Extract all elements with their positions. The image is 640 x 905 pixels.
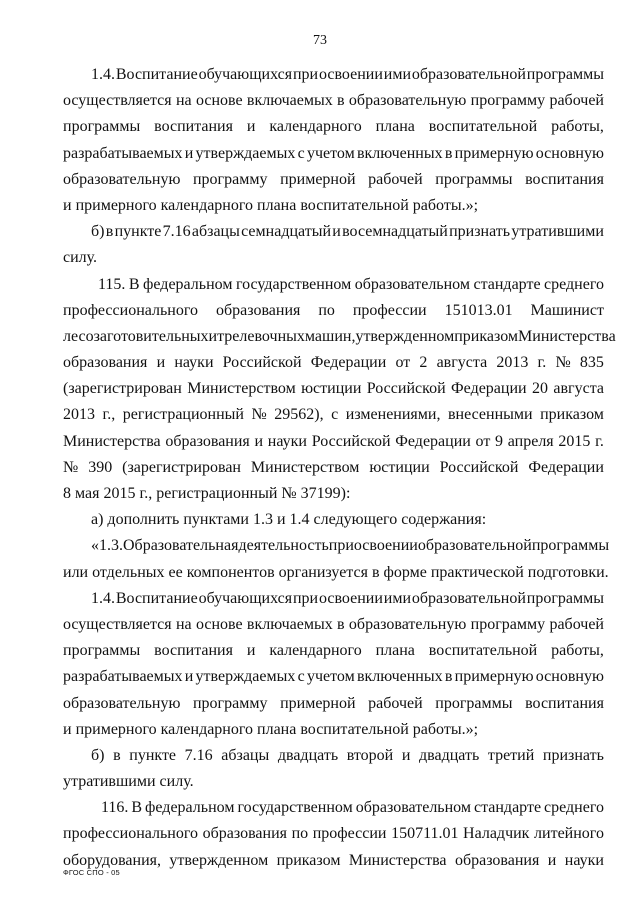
text-line: и примерного календарного плана воспитательной работы.»; <box>63 720 479 738</box>
text-line <box>63 429 604 455</box>
word: и <box>184 144 194 162</box>
word: абзацы <box>221 746 270 764</box>
word: Министерства <box>348 851 447 869</box>
word: и <box>254 432 264 450</box>
word: учетом <box>306 144 355 162</box>
word: профессии <box>352 301 427 319</box>
word: утверждаемых <box>195 144 296 162</box>
word: приказом <box>540 406 604 424</box>
text-line <box>63 533 610 559</box>
word: и <box>401 746 411 764</box>
word: программы <box>526 589 604 607</box>
word: образования <box>63 354 148 372</box>
word: по <box>318 301 335 319</box>
text-line <box>63 114 604 140</box>
word: б) <box>91 223 105 241</box>
text-line <box>63 376 604 402</box>
word: Федерации <box>451 380 527 398</box>
word: среднего <box>544 275 604 293</box>
word: при <box>292 66 319 83</box>
word: включенных <box>356 668 443 686</box>
word: Российской <box>366 380 446 398</box>
word: федеральном <box>143 275 233 293</box>
word: основе <box>195 92 243 110</box>
word: пункте <box>129 746 177 764</box>
word: и <box>332 223 341 241</box>
text-line <box>63 350 604 376</box>
word: и <box>208 327 218 345</box>
word: образования <box>454 851 540 869</box>
word: 835 <box>579 354 604 372</box>
word: лесозаготовительных <box>63 327 209 345</box>
word: 2013 <box>496 354 529 372</box>
word: трелевочных <box>217 327 305 345</box>
text-line <box>63 272 604 298</box>
word: программы <box>531 537 610 555</box>
word: воспитания <box>525 170 604 188</box>
word: утратившими <box>511 223 604 241</box>
word: образовательной <box>417 537 532 555</box>
word: абзацы <box>191 223 240 241</box>
word: стандарте <box>473 799 542 817</box>
word: 390 <box>88 458 113 476</box>
word: Воспитание <box>115 589 198 607</box>
word: 1.4. <box>91 589 115 607</box>
word: образования <box>165 432 250 450</box>
word: основную <box>535 668 604 686</box>
word: Министерством <box>187 380 296 398</box>
word: обучающихся <box>198 66 293 83</box>
word: 2013 <box>63 406 95 424</box>
word: и <box>246 118 256 136</box>
word: признать <box>449 223 511 241</box>
word: регистрационный <box>122 406 244 424</box>
text-line <box>63 88 604 114</box>
word: восемнадцатый <box>342 223 448 241</box>
word: г. <box>537 354 547 372</box>
word: программы <box>526 66 604 83</box>
word: № <box>63 458 79 476</box>
word: стандарте <box>473 275 541 293</box>
word: календарного <box>269 642 362 660</box>
word: в <box>337 615 345 633</box>
word: утверждаемых <box>195 668 296 686</box>
word: 115. <box>98 275 126 293</box>
document-body <box>63 62 616 874</box>
word: «1.3. <box>91 537 123 555</box>
word: (зарегистрирован <box>122 458 241 476</box>
word: образования <box>202 825 287 843</box>
word: семнадцатый <box>241 223 332 241</box>
word: на <box>175 92 192 110</box>
word: 7.16 <box>184 746 213 764</box>
word: Федерации <box>310 354 387 372</box>
word: основную <box>535 144 604 162</box>
word: с <box>297 668 305 686</box>
word: и <box>184 668 194 686</box>
word: науки <box>174 354 214 372</box>
word: в <box>444 144 453 162</box>
word: Федерации <box>528 458 604 476</box>
word: внесенными <box>447 406 533 424</box>
word: Наладчик <box>463 825 530 843</box>
word: (зарегистрирован <box>63 380 182 398</box>
word: г., <box>102 406 116 424</box>
word: и <box>547 851 557 869</box>
word: приказом <box>276 851 341 869</box>
word: 2 <box>419 354 428 372</box>
word: государственном <box>235 275 352 293</box>
word: Министерства <box>63 432 161 450</box>
word: утвержденном <box>355 327 455 345</box>
text-line <box>63 298 604 324</box>
word: профессии <box>312 825 387 843</box>
text-line <box>63 743 604 769</box>
word: Образовательная <box>123 537 239 555</box>
word: № <box>555 354 571 372</box>
word: юстиции <box>369 458 430 476</box>
word: при <box>292 589 319 607</box>
word: воспитания <box>525 694 604 712</box>
word: 116. <box>101 799 129 817</box>
word: второй <box>346 746 394 764</box>
word: рабочей <box>368 694 423 712</box>
word: программу <box>192 694 268 712</box>
word: образовательную <box>348 615 467 633</box>
text-line: или отдельных ее компонентов организуется в форме практической подготовки. <box>63 563 609 581</box>
text-line <box>63 848 604 874</box>
word: и <box>156 354 166 372</box>
word: с <box>297 144 305 162</box>
word: 2015 <box>558 432 591 450</box>
word: Машинист <box>530 301 604 319</box>
word: включаемых <box>246 92 333 110</box>
word: юстиции <box>301 380 362 398</box>
text-line <box>63 821 604 847</box>
word: воспитания <box>154 642 233 660</box>
word: науки <box>564 851 604 869</box>
word: 1.4. <box>91 66 115 83</box>
word: образовательной <box>411 66 526 83</box>
word: примерной <box>280 694 356 712</box>
word: разрабатываемых <box>63 144 183 162</box>
word: среднего <box>544 799 604 817</box>
word: в <box>105 223 114 241</box>
word: г. <box>595 432 604 450</box>
word: рабочей <box>549 615 604 633</box>
text-line: силу. <box>63 249 98 267</box>
word: пункте <box>114 223 162 241</box>
word: Российской <box>222 354 302 372</box>
text-line <box>63 795 604 821</box>
text-line <box>63 141 604 167</box>
text-line <box>63 664 604 690</box>
word: августа <box>436 354 488 372</box>
word: третий <box>487 746 535 764</box>
word: профессионального <box>63 825 199 843</box>
word: осуществляется <box>63 615 172 633</box>
text-line <box>63 167 604 193</box>
word: Федерации <box>395 432 471 450</box>
word: программу <box>470 92 546 110</box>
word: работы, <box>551 642 604 660</box>
word: примерную <box>454 668 534 686</box>
word: Министерства <box>518 327 616 345</box>
word: на <box>175 615 192 633</box>
word: апреля <box>507 432 554 450</box>
text-line <box>63 691 604 717</box>
text-line <box>63 62 604 88</box>
word: В <box>128 275 140 293</box>
word: Российской <box>439 458 519 476</box>
word: освоении <box>318 66 383 83</box>
word: признать <box>542 746 604 764</box>
word: образовательную <box>348 92 467 110</box>
word: образовательную <box>63 170 181 188</box>
word: плана <box>375 118 415 136</box>
word: по <box>291 825 309 843</box>
word: рабочей <box>549 92 604 110</box>
word: Российской <box>311 432 391 450</box>
word: программы <box>63 642 141 660</box>
word: воспитательной <box>428 118 538 136</box>
word: обучающихся <box>198 589 293 607</box>
word: 29562), <box>274 406 324 424</box>
footer-mark: ФГОС СПО - 05 <box>63 868 120 877</box>
word: программу <box>470 615 546 633</box>
text-line <box>63 402 604 428</box>
word: 150711.01 <box>391 825 459 843</box>
word: при <box>328 537 354 555</box>
word: образования <box>215 301 301 319</box>
word: образовательном <box>355 799 471 817</box>
word: в <box>444 668 453 686</box>
word: воспитательной <box>428 642 538 660</box>
text-line <box>63 455 604 481</box>
word: федеральном <box>145 799 235 817</box>
text-line <box>63 638 604 664</box>
word: образовательном <box>354 275 470 293</box>
text-line <box>63 586 604 612</box>
word: 7.16 <box>162 223 191 241</box>
word: включаемых <box>246 615 333 633</box>
word: оборудования, <box>63 851 161 869</box>
word: включенных <box>356 144 443 162</box>
word: науки <box>267 432 307 450</box>
word: литейного <box>534 825 604 843</box>
word: утвержденном <box>169 851 269 869</box>
word: программу <box>192 170 268 188</box>
word: осуществляется <box>63 92 172 110</box>
text-line <box>63 324 616 350</box>
word: плана <box>375 642 415 660</box>
word: изменениями, <box>345 406 441 424</box>
text-line: 8 мая 2015 г., регистрационный № 37199): <box>63 485 351 502</box>
word: календарного <box>269 118 362 136</box>
word: государственном <box>237 799 353 817</box>
word: освоении <box>318 589 383 607</box>
word: № <box>251 406 267 424</box>
word: от <box>395 354 411 372</box>
word: примерную <box>454 144 534 162</box>
word: примерной <box>280 170 356 188</box>
word: ими <box>383 589 412 607</box>
word: двадцать <box>277 746 339 764</box>
word: разрабатываемых <box>63 668 183 686</box>
word: образовательную <box>63 694 181 712</box>
text-line: утратившими силу. <box>63 773 194 791</box>
text-line <box>63 612 604 638</box>
text-line: и примерного календарного плана воспитательной работы.»; <box>63 196 479 214</box>
word: образовательной <box>411 589 526 607</box>
word: и <box>246 642 256 660</box>
text-line: а) дополнить пунктами 1.3 и 1.4 следующего содержания: <box>91 511 487 529</box>
word: работы, <box>551 118 604 136</box>
word: В <box>131 799 143 817</box>
word: 20 <box>531 380 548 398</box>
word: машин, <box>304 327 356 345</box>
word: от <box>475 432 491 450</box>
word: 9 <box>495 432 504 450</box>
word: воспитания <box>154 118 233 136</box>
word: основе <box>195 615 243 633</box>
word: в <box>337 92 345 110</box>
word: рабочей <box>368 170 423 188</box>
word: программы <box>435 694 513 712</box>
word: Министерством <box>250 458 360 476</box>
word: двадцать <box>419 746 480 764</box>
word: в <box>113 746 121 764</box>
word: освоении <box>353 537 418 555</box>
word: программы <box>435 170 513 188</box>
word: приказом <box>454 327 519 345</box>
word: программы <box>63 118 141 136</box>
page-number: 73 <box>313 33 327 48</box>
word: с <box>331 406 339 424</box>
word: б) <box>91 746 105 764</box>
word: учетом <box>306 668 355 686</box>
word: профессионального <box>63 301 199 319</box>
word: августа <box>553 380 604 398</box>
word: Воспитание <box>115 66 198 83</box>
word: деятельность <box>238 537 329 555</box>
word: 151013.01 <box>444 301 513 319</box>
text-line <box>63 219 604 245</box>
word: ими <box>383 66 412 83</box>
